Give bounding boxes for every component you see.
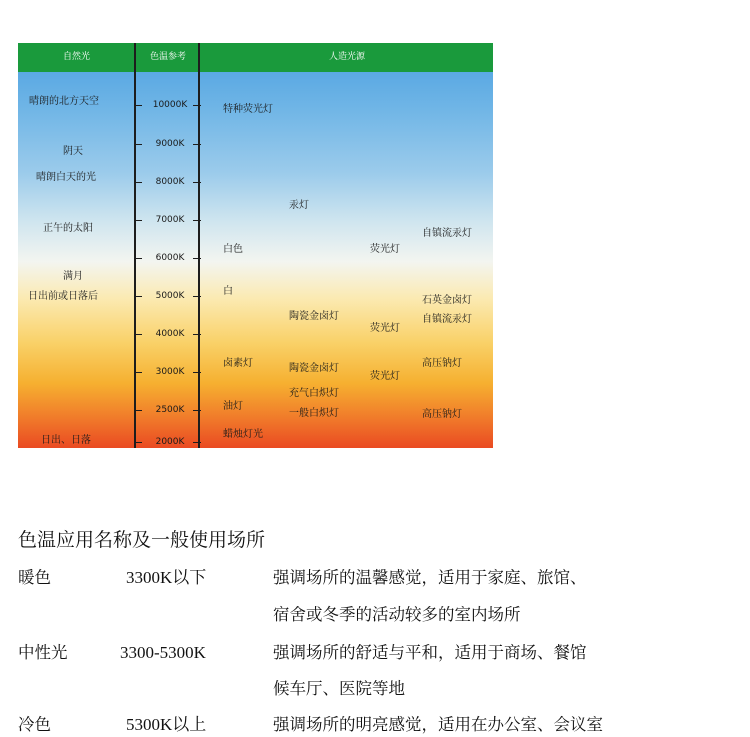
artificial-light-label: 石英金卤灯 <box>422 295 472 306</box>
artificial-light-label: 白 <box>223 286 233 297</box>
natural-light-label: 满月 <box>63 271 83 282</box>
artificial-light-label: 自镇流汞灯 <box>422 228 472 239</box>
artificial-light-label: 荧光灯 <box>370 371 400 382</box>
artificial-light-label: 蜡烛灯光 <box>223 429 263 440</box>
tick-label: 10000K <box>152 100 188 110</box>
tick-label: 6000K <box>155 253 185 263</box>
usage-description: 候车厅、医院等地 <box>273 679 405 698</box>
natural-light-label: 阴天 <box>63 146 83 157</box>
artificial-light-label: 荧光灯 <box>370 244 400 255</box>
artificial-light-label: 高压钠灯 <box>422 358 462 369</box>
artificial-light-label: 油灯 <box>223 401 243 412</box>
artificial-light-label: 陶瓷金卤灯 <box>289 363 339 374</box>
artificial-light-label: 自镇流汞灯 <box>422 314 472 325</box>
artificial-light-label: 荧光灯 <box>370 323 400 334</box>
artificial-light-label: 高压钠灯 <box>422 409 462 420</box>
color-temp-range: 3300-5300K <box>120 643 206 662</box>
color-temperature-chart <box>18 43 493 448</box>
tick-label: 9000K <box>155 139 185 149</box>
column-divider <box>134 43 136 448</box>
color-temp-range: 5300K以上 <box>126 715 207 734</box>
color-temp-range: 3300K以下 <box>126 568 207 587</box>
usage-description: 强调场所的明亮感觉，适用在办公室、会议室 <box>273 715 603 734</box>
chart-header <box>18 43 493 72</box>
usage-description: 强调场所的温馨感觉，适用于家庭、旅馆、 <box>273 568 587 587</box>
natural-light-label: 正午的太阳 <box>43 223 93 234</box>
light-type-name: 冷色 <box>18 715 51 734</box>
light-type-name: 暖色 <box>18 568 51 587</box>
artificial-light-label: 充气白炽灯 <box>289 388 339 399</box>
natural-light-label: 晴朗白天的光 <box>36 172 96 183</box>
artificial-light-label: 卤素灯 <box>223 358 253 369</box>
usage-description: 宿舍或冬季的活动较多的室内场所 <box>273 605 521 624</box>
artificial-light-label: 陶瓷金卤灯 <box>289 311 339 322</box>
tick-label: 7000K <box>155 215 185 225</box>
natural-light-label: 日出前或日落后 <box>28 291 98 302</box>
usage-description: 强调场所的舒适与平和，适用于商场、餐馆 <box>273 643 587 662</box>
header-natural-light: 自然光 <box>62 52 90 62</box>
light-type-name: 中性光 <box>18 643 68 662</box>
artificial-light-label: 汞灯 <box>289 200 309 211</box>
tick-label: 4000K <box>155 329 185 339</box>
natural-light-label: 晴朗的北方天空 <box>29 96 99 107</box>
section-title: 色温应用名称及一般使用场所 <box>18 529 266 551</box>
tick-label: 5000K <box>155 291 185 301</box>
header-artificial-light: 人造光源 <box>328 52 365 62</box>
artificial-light-label: 一般白炽灯 <box>289 408 339 419</box>
tick-label: 2000K <box>155 437 185 447</box>
natural-light-label: 日出、日落 <box>41 435 91 446</box>
tick-label: 3000K <box>155 367 185 377</box>
column-divider <box>198 43 200 448</box>
artificial-light-label: 特种荧光灯 <box>223 104 273 115</box>
artificial-light-label: 白色 <box>223 244 243 255</box>
tick-label: 2500K <box>155 405 185 415</box>
header-color-temp-reference: 色温参考 <box>149 52 186 62</box>
tick-label: 8000K <box>155 177 185 187</box>
